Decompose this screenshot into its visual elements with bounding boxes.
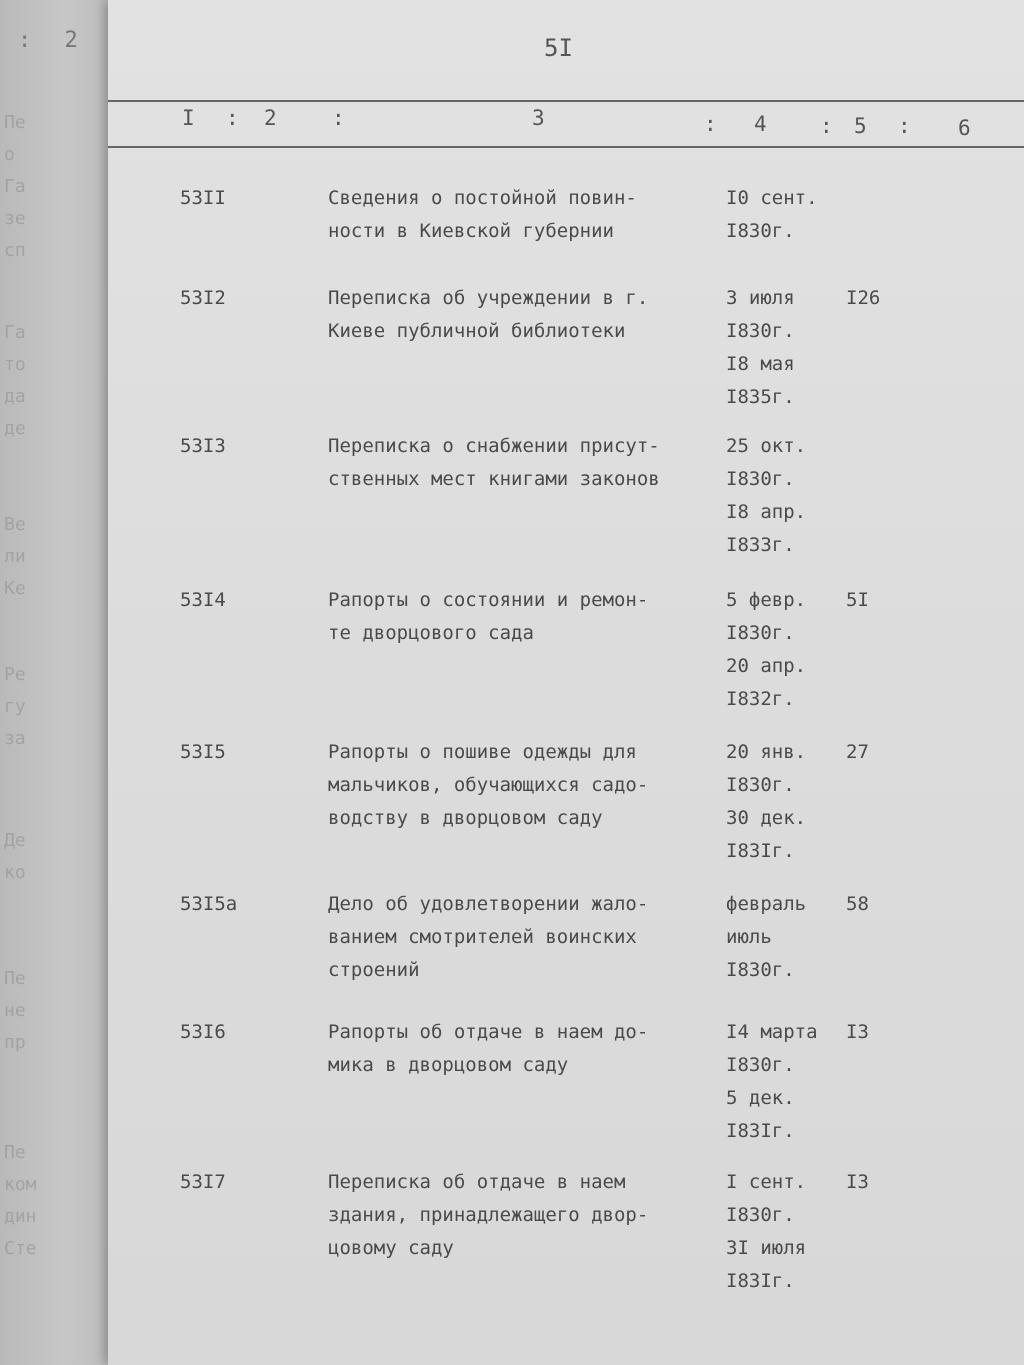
- entry-title: [328, 430, 728, 496]
- previous-page-fragment: де: [4, 418, 26, 439]
- entry-title-line: ности в Киевской губернии: [328, 220, 614, 242]
- page-number: 5I: [544, 34, 573, 62]
- entry-page-count: I26: [846, 287, 881, 309]
- entry-title-line: Сведения о постойной повин-: [328, 187, 637, 209]
- entry-number: 53I3: [180, 435, 226, 457]
- previous-page-fragment: Пе: [4, 112, 26, 133]
- previous-page-fragment: гу: [4, 696, 26, 717]
- previous-page-fragment: то: [4, 354, 26, 375]
- entry-date-line: 20 апр.: [726, 655, 807, 677]
- column-separator: :: [226, 106, 239, 130]
- column-header-6: 6: [958, 116, 971, 140]
- previous-page-fragment: да: [4, 386, 26, 407]
- entry-dates: [726, 584, 846, 716]
- entry-title-line: ванием смотрителей воинских: [328, 926, 637, 948]
- entry-title-line: строений: [328, 959, 420, 981]
- entry-title: [328, 888, 728, 987]
- entry-title-line: мальчиков, обучающихся садо-: [328, 774, 649, 796]
- entry-title-line: Переписка о снабжении присут-: [328, 435, 660, 457]
- document-page: [108, 0, 1024, 1365]
- entry-date-line: 3I июля: [726, 1237, 807, 1259]
- previous-page-fragment: ко: [4, 862, 26, 883]
- entry-date-line: I830г.: [726, 320, 795, 342]
- entry-date-line: 5 дек.: [726, 1087, 795, 1109]
- entry-date-line: июль: [726, 926, 772, 948]
- entry-number: 53I7: [180, 1171, 226, 1193]
- entry-date-line: I830г.: [726, 220, 795, 242]
- entry-date-line: I832г.: [726, 688, 795, 710]
- entry-date-line: 25 окт.: [726, 435, 807, 457]
- entry-date-line: I8 мая: [726, 353, 795, 375]
- previous-page-edge: [0, 0, 108, 1365]
- previous-page-fragment: Пе: [4, 968, 26, 989]
- entry-title-line: Рапорты о состоянии и ремон-: [328, 589, 649, 611]
- entry-date-line: I8 апр.: [726, 501, 807, 523]
- previous-page-fragment: Га: [4, 322, 26, 343]
- entry-date-line: I0 сент.: [726, 187, 818, 209]
- entry-page-count: 27: [846, 741, 869, 763]
- column-separator: :: [704, 112, 717, 136]
- entry-date-line: 20 янв.: [726, 741, 807, 763]
- entry-title: [328, 736, 728, 835]
- entry-date-line: I сент.: [726, 1171, 807, 1193]
- previous-page-fragment: пр: [4, 1032, 26, 1053]
- entry-dates: [726, 736, 846, 868]
- previous-page-fragment: ли: [4, 546, 26, 567]
- column-separator: :: [820, 114, 833, 138]
- entry-page-count: 5I: [846, 589, 869, 611]
- entry-dates: [726, 1016, 846, 1148]
- entry-date-line: 3 июля: [726, 287, 795, 309]
- column-header-4: 4: [754, 112, 767, 136]
- entry-title: [328, 584, 728, 650]
- column-separator: :: [898, 114, 911, 138]
- entry-date-line: 5 февр.: [726, 589, 807, 611]
- entry-number: 53I5: [180, 741, 226, 763]
- entry-date-line: I830г.: [726, 1054, 795, 1076]
- entry-title-line: ственных мест книгами законов: [328, 468, 660, 490]
- entry-number: 53I6: [180, 1021, 226, 1043]
- entry-title-line: мика в дворцовом саду: [328, 1054, 569, 1076]
- entry-title: [328, 1166, 728, 1265]
- previous-page-fragment: Ке: [4, 578, 26, 599]
- entry-page-count: I3: [846, 1171, 869, 1193]
- entry-date-line: I83Iг.: [726, 840, 795, 862]
- entry-title-line: здания, принадлежащего двор-: [328, 1204, 649, 1226]
- entry-dates: [726, 430, 846, 562]
- entry-title-line: Переписка об отдаче в наем: [328, 1171, 626, 1193]
- entry-date-line: I4 марта: [726, 1021, 818, 1043]
- entry-number: 53I4: [180, 589, 226, 611]
- header-rule-top: [108, 100, 1024, 102]
- column-header-1: I: [182, 106, 195, 130]
- entry-date-line: I835г.: [726, 386, 795, 408]
- entry-title-line: водству в дворцовом саду: [328, 807, 603, 829]
- entry-date-line: I83Iг.: [726, 1270, 795, 1292]
- entry-dates: [726, 282, 846, 414]
- entry-title-line: те дворцового сада: [328, 622, 534, 644]
- previous-page-fragment: Га: [4, 176, 26, 197]
- column-header-2: 2: [264, 106, 277, 130]
- entry-page-count: 58: [846, 893, 869, 915]
- previous-page-fragment: не: [4, 1000, 26, 1021]
- header-rule-bottom: [108, 146, 1024, 148]
- entry-date-line: I830г.: [726, 622, 795, 644]
- column-header-5: 5: [854, 114, 867, 138]
- entry-title: [328, 182, 728, 248]
- previous-page-fragment: Де: [4, 830, 26, 851]
- entry-date-line: I830г.: [726, 774, 795, 796]
- entry-title: [328, 1016, 728, 1082]
- entry-title-line: Переписка об учреждении в г.: [328, 287, 649, 309]
- entry-dates: [726, 888, 846, 987]
- previous-page-fragment: сп: [4, 240, 26, 261]
- previous-page-fragment: Ве: [4, 514, 26, 535]
- previous-page-fragment: Пе: [4, 1142, 26, 1163]
- entry-number: 53I2: [180, 287, 226, 309]
- entry-page-count: I3: [846, 1021, 869, 1043]
- entry-title-line: Рапорты об отдаче в наем до-: [328, 1021, 649, 1043]
- entry-date-line: I83Iг.: [726, 1120, 795, 1142]
- entry-date-line: I833г.: [726, 534, 795, 556]
- entry-number: 53II: [180, 187, 226, 209]
- previous-page-fragment: зе: [4, 208, 26, 229]
- previous-page-fragment: за: [4, 728, 26, 749]
- previous-page-column-marks: : 2: [18, 28, 88, 53]
- previous-page-fragment: Ре: [4, 664, 26, 685]
- previous-page-fragment: о: [4, 144, 15, 165]
- entry-date-line: I830г.: [726, 959, 795, 981]
- column-header-3: 3: [532, 106, 545, 130]
- entry-number: 53I5а: [180, 893, 238, 915]
- entry-title: [328, 282, 728, 348]
- entry-title-line: Дело об удовлетворении жало-: [328, 893, 649, 915]
- entry-title-line: Рапорты о пошиве одежды для: [328, 741, 637, 763]
- entry-title-line: Киеве публичной библиотеки: [328, 320, 626, 342]
- previous-page-fragment: дин: [4, 1206, 37, 1227]
- entry-date-line: февраль: [726, 893, 807, 915]
- entry-date-line: I830г.: [726, 1204, 795, 1226]
- entry-title-line: цовому саду: [328, 1237, 454, 1259]
- entry-date-line: I830г.: [726, 468, 795, 490]
- column-separator: :: [332, 106, 345, 130]
- previous-page-fragment: Сте: [4, 1238, 37, 1259]
- entry-dates: [726, 182, 846, 248]
- previous-page-fragment: ком: [4, 1174, 37, 1195]
- entry-date-line: 30 дек.: [726, 807, 807, 829]
- entry-dates: [726, 1166, 846, 1298]
